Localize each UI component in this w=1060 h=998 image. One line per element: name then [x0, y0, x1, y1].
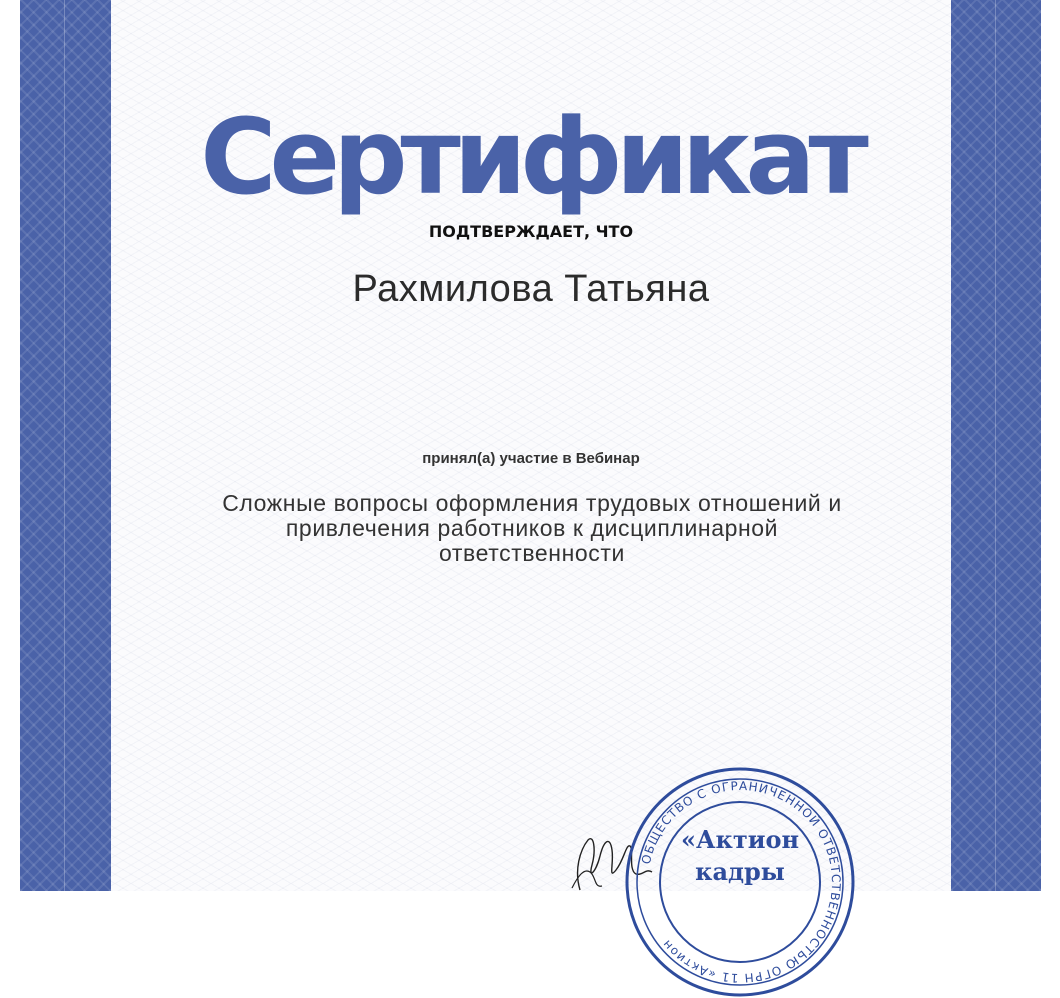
certificate-subtitle: ПОДТВЕРЖДАЕТ, ЧТО	[428, 222, 634, 241]
certificate-title: Сертификат	[200, 96, 862, 218]
participation-text: принял(а) участие в Вебинар	[422, 450, 640, 467]
stamp-center-line2: кадры	[695, 857, 785, 886]
stamp-ring-text: ОБЩЕСТВО С ОГРАНИЧЕННОЙ ОТВЕТСТВЕННОСТЬЮ ОГРН 11 «Актион	[638, 778, 844, 986]
recipient-name: Рахмилова Татьяна	[352, 268, 710, 310]
right-ornamental-border	[951, 0, 1041, 891]
right-border-line	[995, 0, 996, 891]
event-title: Сложные вопросы оформления трудовых отношений и привлечения работников к дисциплинарной ответственности	[222, 490, 842, 566]
company-stamp	[624, 766, 856, 998]
left-ornamental-border	[20, 0, 111, 891]
left-border-line	[64, 0, 65, 891]
stamp-center-line1: «Актион	[680, 825, 800, 854]
